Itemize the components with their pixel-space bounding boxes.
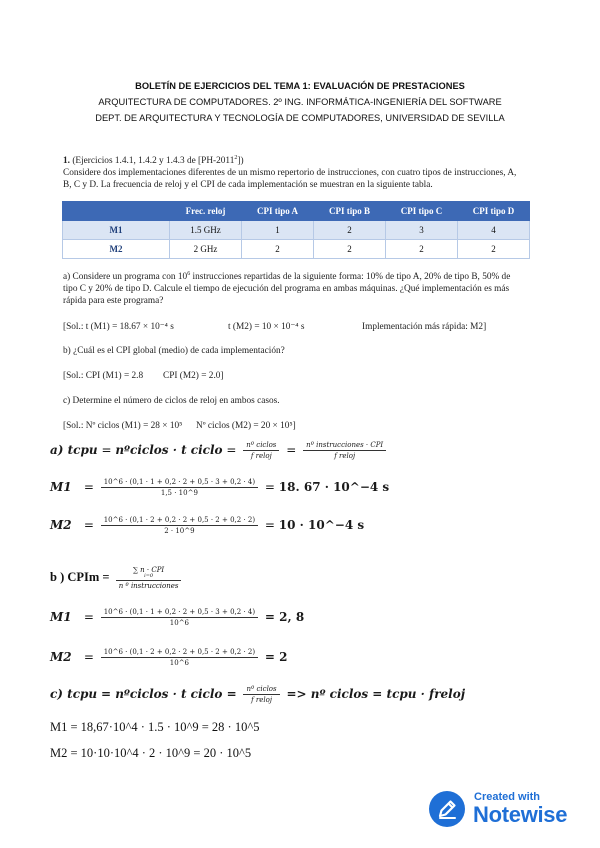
note-b-label: b ) CPIm =: [50, 569, 110, 584]
note-b-m1-fraction: $\frac{10\^{}6 \cdot (0,1 \cdot 1 + 0,2 \cdot 2 + 0,5 \cdot 3 + 0,2 \cdot 4)}{10\^{}6}$: [101, 608, 258, 627]
implementations-table: [62, 201, 530, 259]
pen-circle-icon: [428, 790, 466, 828]
note-c-m2: M2 = 10·10·10^4 · 2 · 10^9 = 20 · 10^5: [50, 746, 252, 760]
note-b-m1: M1 = $\frac{10\^{}6 \cdot (0,1 \cdot 1 + 0,2 \cdot 2 + 0,5 \cdot 3 + 0,2 \cdot 4)}{10\^{}6}$ = 2, 8: [50, 608, 305, 627]
note-b-m2: M2 = $\frac{10\^{}6 \cdot (0,1 \cdot 2 + 0,2 \cdot 2 + 0,5 \cdot 2 + 0,2 \cdot 2)}{10\^{}6}$ = 2: [50, 648, 288, 667]
note-a-expr: nºciclos · t ciclo: [115, 443, 223, 457]
note-a-label: a) tcpu: [50, 443, 98, 457]
note-c-tail: => nº ciclos = tcpu · freloj: [286, 687, 466, 701]
note-b-m2-label: M2: [50, 650, 72, 664]
department-line: DEPT. DE ARQUITECTURA Y TECNOLOGÍA DE COMPUTADORES, UNIVERSIDAD DE SEVILLA: [95, 113, 505, 123]
note-a-m1-label: M1: [50, 480, 72, 494]
solution-a-fastest: Implementación más rápida: M2]: [362, 322, 487, 332]
question-a-pre: a) Considere un programa con 10: [63, 272, 188, 283]
note-b-m2-fraction: $\frac{10\^{}6 \cdot (0,1 \cdot 2 + 0,2 \cdot 2 + 0,5 \cdot 2 + 0,2 \cdot 2)}{10\^{}6}$: [101, 648, 258, 667]
table-cell: 2: [458, 240, 530, 259]
table-header-cell: CPI tipo D: [458, 202, 530, 221]
table-cell: M1: [63, 221, 170, 240]
table-cell: 1: [242, 221, 314, 240]
note-a-formula: a) tcpu = nºciclos · t ciclo = $\frac{\text{nº ciclos}}{\text{f reloj}}$ = $\frac{\text{nº instrucciones · CPI}}{\text{f reloj}}$: [50, 441, 389, 460]
solution-b-m2: CPI (M2) = 2.0]: [163, 371, 224, 381]
table-header-row: [63, 202, 530, 221]
note-b-fraction: ∑ n · CPI i=0 n º instrucciones: [116, 566, 182, 590]
logo-created-with: Created with: [474, 791, 541, 803]
exercise-reference: (Ejercicios 1.4.1, 1.4.2 y 1.4.3 de [PH-2011: [72, 156, 235, 167]
question-b: b) ¿Cuál es el CPI global (medio) de cada implementación?: [63, 346, 285, 356]
note-a-eq: =: [101, 443, 112, 457]
solution-c-m1: [Sol.: Nº ciclos (M1) = 28 × 10⁵: [63, 421, 183, 431]
solution-a-m1: [Sol.: t (M1) = 18.67 × 10⁻⁴ s: [63, 322, 174, 332]
exercise-reference-sup: 2: [234, 155, 238, 161]
note-b-m2-result: = 2: [264, 650, 288, 664]
table-cell: 2: [314, 221, 386, 240]
note-a-m2-fraction: $\frac{10\^{}6 \cdot (0,1 \cdot 2 + 0,2 \cdot 2 + 0,5 \cdot 2 + 0,2 \cdot 2)}{2 \cdot 10\^{}9}$: [101, 516, 258, 535]
exercise-intro: Considere dos implementaciones diferentes de un mismo repertorio de instrucciones, con cuatro tipos de instrucciones, A, B, C y D. La frecuencia de reloj y el CPI de cada implementación se muestran en la siguiente tabla.: [63, 168, 517, 191]
question-a-post: instrucciones repartidas de la siguiente forma: 10% de tipo A, 20% de tipo B, 50% de tipo C y 20% de tipo D. Calcule el tiempo de ejecución del programa en ambas máquinas. ¿Qué implementación es más rápida para este programa?: [63, 272, 511, 307]
table-cell: M2: [63, 240, 170, 259]
table-cell: 2 GHz: [170, 240, 242, 259]
table-header-cell: Frec. reloj: [170, 202, 242, 221]
note-a-fraction-1: $\frac{\text{nº ciclos}}{\text{f reloj}}$: [243, 441, 279, 460]
table-header-cell: CPI tipo A: [242, 202, 314, 221]
table-header-cell: [63, 202, 170, 221]
table-cell: 2: [242, 240, 314, 259]
table-cell: 1.5 GHz: [170, 221, 242, 240]
logo-notewise: Notewise: [473, 802, 568, 827]
note-b-m1-label: M1: [50, 610, 72, 624]
note-c-formula: [50, 685, 465, 704]
note-a-m2-label: M2: [50, 518, 72, 532]
note-a-m2: M2 = $\frac{10\^{}6 \cdot (0,1 \cdot 2 + 0,2 \cdot 2 + 0,5 \cdot 2 + 0,2 \cdot 2)}{2 \cdot 10\^{}9}$ = 10 · 10^−4 s: [50, 516, 365, 535]
solution-a-m2: t (M2) = 10 × 10⁻⁴ s: [228, 322, 305, 332]
course-line: ARQUITECTURA DE COMPUTADORES. 2º ING. INFORMÁTICA-INGENIERÍA DEL SOFTWARE: [98, 97, 502, 107]
solution-b-m1: [Sol.: CPI (M1) = 2.8: [63, 371, 144, 381]
note-a-m2-result: 10 · 10^−4 s: [278, 518, 365, 532]
note-a-m1-fraction: $\frac{10\^{}6 \cdot (0,1 \cdot 1 + 0,2 \cdot 2 + 0,5 \cdot 3 + 0,2 \cdot 4)}{1,5 \cdot 10\^{}9}$: [101, 478, 258, 497]
exercise-number: 1.: [63, 156, 70, 167]
table-header-cell: CPI tipo B: [314, 202, 386, 221]
note-c-fraction: $\frac{\text{nº ciclos}}{\text{f reloj}}$: [243, 685, 279, 704]
bulletin-title: BOLETÍN DE EJERCICIOS DEL TEMA 1: EVALUACIÓN DE PRESTACIONES: [135, 81, 465, 91]
question-c: c) Determine el número de ciclos de reloj en ambos casos.: [63, 396, 280, 406]
table-row: [63, 240, 530, 259]
exercise-statement: [63, 152, 525, 191]
question-a: [63, 268, 525, 307]
solution-c-m2: Nº ciclos (M2) = 20 × 10⁵]: [196, 421, 296, 431]
table-cell: 3: [386, 221, 458, 240]
table-cell: 4: [458, 221, 530, 240]
exercise-reference-end: ]): [237, 156, 244, 167]
note-c-expr: = nºciclos · t ciclo =: [100, 687, 237, 701]
note-a-m1: M1 = $\frac{10\^{}6 \cdot (0,1 \cdot 1 + 0,2 \cdot 2 + 0,5 \cdot 3 + 0,2 \cdot 4)}{1,5 \cdot 10\^{}9}$ = 18. 67 · 10^−4 s: [50, 478, 390, 497]
table-header-cell: CPI tipo C: [386, 202, 458, 221]
notewise-logo: [428, 790, 588, 830]
table-cell: 2: [386, 240, 458, 259]
note-b-m1-result: = 2, 8: [264, 610, 305, 624]
note-c-label: c) tcpu: [50, 687, 98, 701]
note-c-m1: M1 = 18,67·10^4 · 1.5 · 10^9 = 28 · 10^5: [50, 720, 260, 734]
table-cell: 2: [314, 240, 386, 259]
note-a-fraction-2: $\frac{\text{nº instrucciones · CPI}}{\text{f reloj}}$: [303, 441, 386, 460]
note-b-formula: [50, 566, 184, 590]
table-row: [63, 221, 530, 240]
note-a-m1-result: 18. 67 · 10^−4 s: [278, 480, 390, 494]
question-a-sup: 6: [187, 271, 191, 277]
